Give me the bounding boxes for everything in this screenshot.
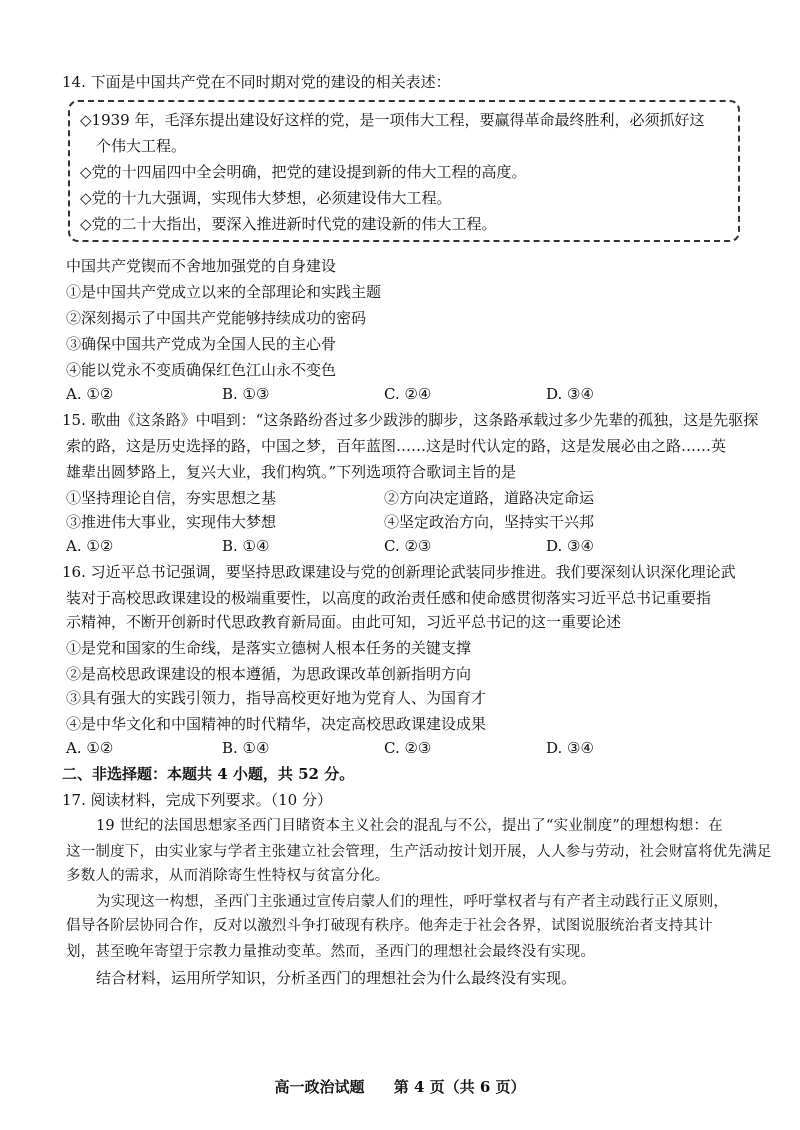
q14-stem: 14. 下面是中国共产党在不同时期对党的建设的相关表述： — [62, 73, 451, 91]
q14-lead: 中国共产党锲而不舍地加强党的自身建设 — [66, 257, 337, 275]
footer-subject: 高一政治试题 — [274, 1078, 365, 1096]
q14-option-b[interactable]: B. ①③ — [222, 385, 270, 403]
q14-item: ④能以党永不变质确保红色江山永不变色 — [66, 361, 337, 379]
q17-task: 结合材料，运用所学知识，分析圣西门的理想社会为什么最终没有实现。 — [96, 969, 577, 987]
q14-box-line: ◇党的二十大指出，要深入推进新时代党的建设新的伟大工程。 — [80, 215, 497, 233]
q15-option-d[interactable]: D. ③④ — [546, 537, 594, 555]
q16-item: ①是党和国家的生命线，是落实立德树人根本任务的关键支撑 — [66, 639, 472, 657]
q14-box-line: ◇党的十九大强调，实现伟大梦想，必须建设伟大工程。 — [80, 189, 452, 207]
q17-material-line: 19 世纪的法国思想家圣西门目睹资本主义社会的混乱与不公，提出了“实业制度”的理想构想：在 — [96, 818, 723, 834]
q16-stem-line: 示精神，不断开创新时代思政教育新局面。由此可知，习近平总书记的这一重要论述 — [66, 613, 622, 631]
q14-item: ②深刻揭示了中国共产党能够持续成功的密码 — [66, 309, 367, 327]
q15-item: ③推进伟大事业，实现伟大梦想 — [66, 513, 277, 531]
q17-stem: 17. 阅读材料，完成下列要求。（10 分） — [62, 791, 332, 809]
q16-option-b[interactable]: B. ①④ — [222, 739, 270, 757]
q17-material-line: 划，甚至晚年寄望于宗教力量推动变革。然而，圣西门的理想社会最终没有实现。 — [66, 944, 596, 960]
q15-stem-line: 雄辈出圆梦路上，复兴大业，我们构筑。”下列选项符合歌词主旨的是 — [66, 463, 517, 481]
q15-option-a[interactable]: A. ①② — [66, 537, 114, 555]
q17-material-line: 多数人的需求，从而消除寄生性特权与贫富分化。 — [66, 868, 390, 884]
page-footer — [0, 1076, 800, 1097]
q14-item: ③确保中国共产党成为全国人民的主心骨 — [66, 335, 337, 353]
q16-item: ③具有强大的实践引领力，指导高校更好地为党育人、为国育才 — [66, 689, 487, 707]
q16-item: ②是高校思政课建设的根本遵循，为思政课改革创新指明方向 — [66, 665, 472, 683]
q17-material-line: 倡导各阶层协同合作，反对以激烈斗争打破现有秩序。他奔走于社会各界，试图说服统治者支持其计 — [66, 918, 713, 934]
q14-box-line: ◇1939 年，毛泽东提出建设好这样的党，是一项伟大工程，要赢得革命最终胜利，必须抓好这 — [80, 111, 705, 129]
q14-item: ①是中国共产党成立以来的全部理论和实践主题 — [66, 283, 382, 301]
q15-item: ②方向决定道路，道路决定命运 — [384, 489, 595, 507]
q15-stem-line: 索的路，这是历史选择的路，中国之梦，百年蓝图……这是时代认定的路，这是发展必由之路……英 — [66, 437, 727, 455]
q14-box-line: 个伟大工程。 — [96, 137, 187, 155]
q15-stem-line: 15. 歌曲《这条路》中唱到：“这条路纷沓过多少跋涉的脚步，这条路承载过多少先辈的孤独，这是先驱探 — [62, 411, 759, 429]
q15-option-c[interactable]: C. ②③ — [384, 537, 432, 555]
q15-item: ④坚定政治方向，坚持实干兴邦 — [384, 513, 595, 531]
q14-option-d[interactable]: D. ③④ — [546, 385, 594, 403]
q15-item: ①坚持理论自信，夯实思想之基 — [66, 489, 277, 507]
q15-option-b[interactable]: B. ①④ — [222, 537, 270, 555]
q16-option-c[interactable]: C. ②③ — [384, 739, 432, 757]
footer-page-number: 第 4 页（共 6 页） — [393, 1078, 526, 1096]
q17-material-line: 为实现这一构想，圣西门主张通过宣传启蒙人们的理性，呼吁掌权者与有产者主动践行正义原则， — [96, 894, 729, 910]
q14-option-c[interactable]: C. ②④ — [384, 385, 432, 403]
q16-item: ④是中华文化和中国精神的时代精华，决定高校思政课建设成果 — [66, 715, 487, 733]
q14-box-line: ◇党的十四届四中全会明确，把党的建设提到新的伟大工程的高度。 — [80, 163, 527, 181]
q16-stem-line: 16. 习近平总书记强调，要坚持思政课建设与党的创新理论武装同步推进。我们要深刻认识深化理论武 — [62, 563, 736, 581]
section-heading: 二、非选择题：本题共 4 小题，共 52 分。 — [62, 765, 355, 783]
q16-stem-line: 装对于高校思政课建设的极端重要性，以高度的政治责任感和使命感贯彻落实习近平总书记重要指 — [66, 589, 712, 607]
q16-option-d[interactable]: D. ③④ — [546, 739, 594, 757]
q14-option-a[interactable]: A. ①② — [66, 385, 114, 403]
q16-option-a[interactable]: A. ①② — [66, 739, 114, 757]
q17-material-line: 这一制度下，由实业家与学者主张建立社会管理，生产活动按计划开展，人人参与劳动，社会财富将优先满足 — [66, 844, 772, 860]
